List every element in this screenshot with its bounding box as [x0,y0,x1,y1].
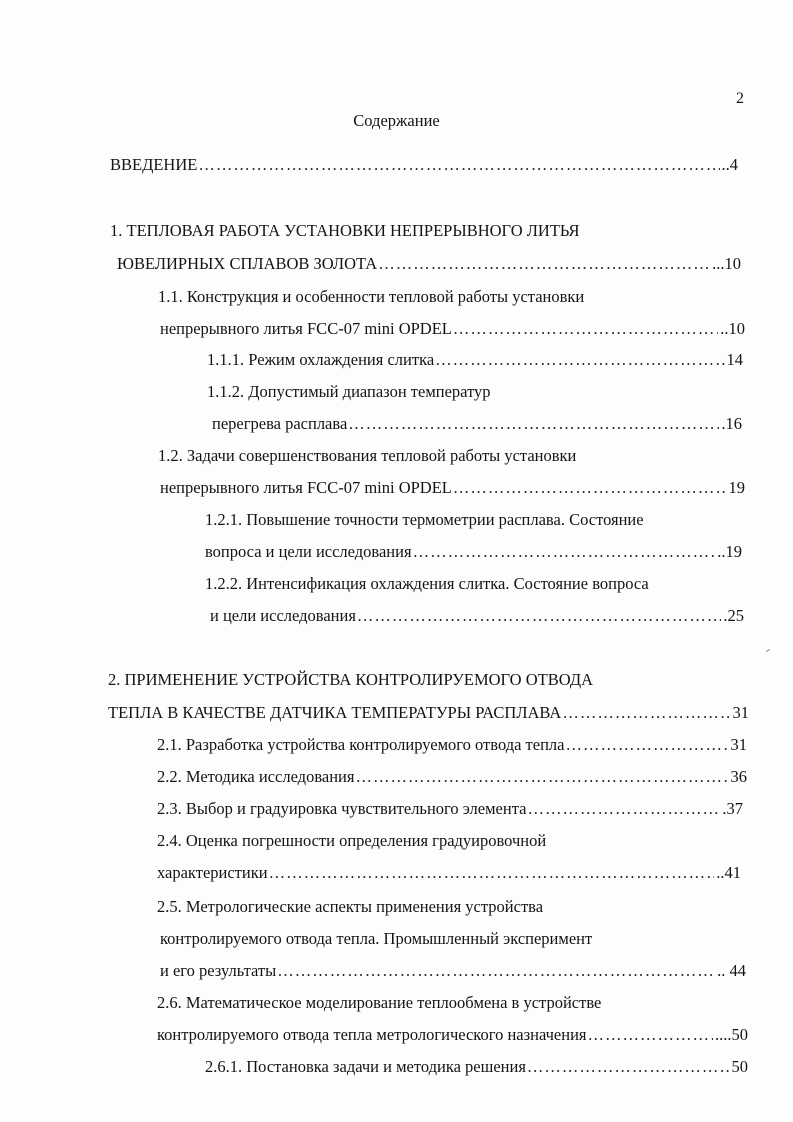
toc-entry-2-4-cont: характеристики ………………………………………………………………………………………………………………………………………………………………………………… ..41 [157,862,741,884]
toc-entry-1-2-1-cont: вопроса и цели исследования ………………………………………………………………………………………………………………………………………………………………………………… ..19 [205,541,742,563]
toc-entry-1-2-2-cont: и цели исследования ………………………………………………………………………………………………………………………………………………………………………………… .25 [210,605,744,627]
page-title: Содержание [353,111,440,130]
toc-entry-1-2-1: 1.2.1. Повышение точности термометрии расплава. Состояние [205,510,644,529]
toc-entry-2-5-cont: контролируемого отвода тепла. Промышленный эксперимент [160,929,593,948]
toc-entry-1-1-2-cont: перегрева расплава ………………………………………………………………………………………………………………………………………………………………………………… .16 [212,413,742,435]
toc-entry-chapter-2: 2. ПРИМЕНЕНИЕ УСТРОЙСТВА КОНТРОЛИРУЕМОГО ОТВОДА [108,670,593,689]
toc-entry-1-1-cont: непрерывного литья FCC-07 mini OPDEL ………………………………………………………………………………………………………………………………………………………………………………… ..10 [160,318,745,340]
toc-entry-2-2: 2.2. Методика исследования ………………………………………………………………………………………………………………………………………………………………………………… 36 [157,766,747,788]
toc-entry-2-5-cont-2: и его результаты ………………………………………………………………………………………………………………………………………………………………………………… .. 44 [160,960,746,982]
toc-entry-2-4: 2.4. Оценка погрешности определения градуировочной [157,831,547,850]
toc-entry-2-1: 2.1. Разработка устройства контролируемого отвода тепла ………………………………………………………………………………………………………………………………………………………………………………… 31 [157,734,747,756]
toc-entry-1-2-cont: непрерывного литья FCC-07 mini OPDEL ………………………………………………………………………………………………………………………………………………………………………………… 19 [160,477,745,499]
toc-entry-1-1-1: 1.1.1. Режим охлаждения слитка ………………………………………………………………………………………………………………………………………………………………………………… 14 [207,349,743,371]
toc-entry-1-1-2: 1.1.2. Допустимый диапазон температур [207,382,491,401]
page-number: 2 [736,90,744,107]
toc-entry-chapter-1: 1. ТЕПЛОВАЯ РАБОТА УСТАНОВКИ НЕПРЕРЫВНОГО ЛИТЬЯ [110,221,580,240]
toc-entry-introduction: ВВЕДЕНИЕ ………………………………………………………………………………………………………………………………………………………………………………… ..4 [110,154,738,176]
scan-speck [766,649,770,652]
toc-entry-2-3: 2.3. Выбор и градуировка чувствительного элемента ………………………………………………………………………………………………………………………………………………………………………………… .37 [157,798,743,820]
toc-entry-1-1: 1.1. Конструкция и особенности тепловой работы установки [158,287,585,306]
toc-entry-1-2: 1.2. Задачи совершенствования тепловой работы установки [158,446,577,465]
toc-entry-2-6-cont: контролируемого отвода тепла метрологического назначения ………………………………………………………………………………………………………………………………………………………………………………… ....50 [157,1024,748,1046]
toc-entry-2-6-1: 2.6.1. Постановка задачи и методика решения ………………………………………………………………………………………………………………………………………………………………………………… 50 [205,1056,748,1078]
toc-entry-2-5: 2.5. Метрологические аспекты применения устройства [157,897,544,916]
toc-entry-2-6: 2.6. Математическое моделирование теплообмена в устройстве [157,993,602,1012]
toc-entry-chapter-1-cont: ЮВЕЛИРНЫХ СПЛАВОВ ЗОЛОТА ………………………………………………………………………………………………………………………………………………………………………………… ...10 [117,253,741,275]
toc-entry-1-2-2: 1.2.2. Интенсификация охлаждения слитка. Состояние вопроса [205,574,649,593]
toc-entry-chapter-2-cont: ТЕПЛА В КАЧЕСТВЕ ДАТЧИКА ТЕМПЕРАТУРЫ РАСПЛАВА ………………………………………………………………………………………………………………………………………………………………………………… 31 [108,702,749,724]
